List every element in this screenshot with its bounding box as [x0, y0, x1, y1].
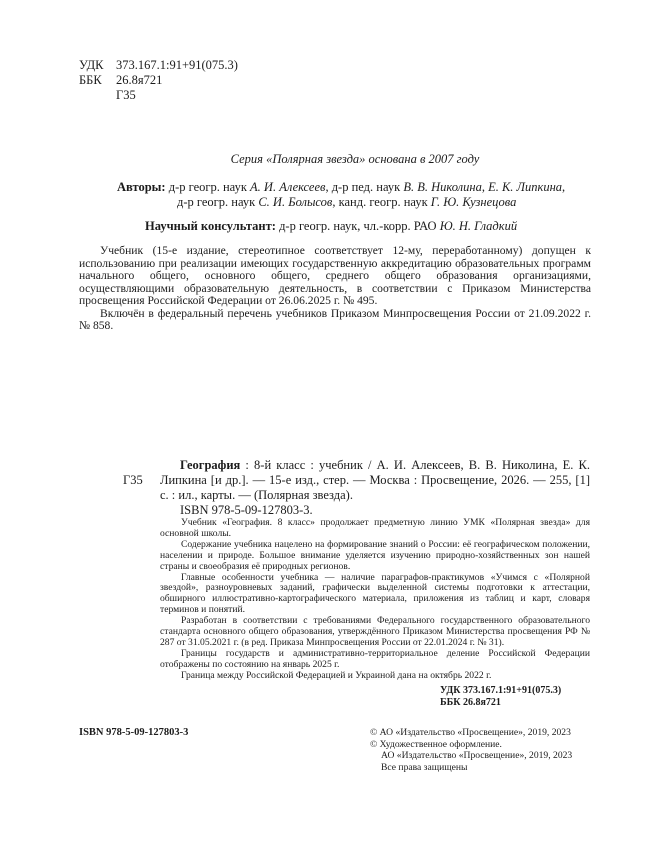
author-degree: д-р геогр. наук	[177, 195, 259, 209]
author-name: С. И. Болысов	[258, 195, 333, 209]
annotation-paragraph: Разработан в соответствии с требованиями Федерального государственного образовательного стандарта основного общего образования, утверждённого Приказом Министерства просвещения РФ № 287 от 31.05.2021 г. (в ред. Приказа Минпросвещения России от 22.01.2024 г. № 31).	[160, 615, 590, 648]
author-name: Е. К. Липкина	[488, 180, 563, 194]
copyright-block	[370, 727, 600, 773]
bibliographic-isbn: ISBN 978-5-09-127803-3.	[180, 503, 313, 517]
separator: ,	[481, 180, 489, 194]
consultant-name: Ю. Н. Гладкий	[439, 219, 518, 233]
series-line: Серия «Полярная звезда» основана в 2007 году	[230, 152, 480, 166]
classification-codes-bottom	[440, 685, 561, 709]
author-name: Г. Ю. Кузнецова	[430, 195, 517, 209]
udk-bottom: УДК 373.167.1:91+91(075.3)	[440, 685, 562, 696]
bbk-label: ББК	[79, 73, 102, 87]
authors-line-2	[117, 195, 597, 210]
annotation-paragraph: Главные особенности учебника — наличие параграфов-практикумов «Учимся с «Полярной звездой», разноуровневых заданий, графически выделенной системы подготовки к аттестации, обширного иллюстративно-картографического материала, приложения из таблиц и карт, словаря терминов и понятий.	[160, 571, 590, 616]
udk-value: 373.167.1:91+91(075.3)	[116, 58, 238, 72]
scientific-consultant	[145, 219, 517, 234]
copyright-line: © Художественное оформление.	[370, 738, 502, 750]
author-mark: Г35	[116, 88, 136, 102]
author-degree: , д-р пед. наук	[325, 180, 404, 194]
bbk-value: 26.8я721	[116, 73, 163, 87]
book-title: География	[180, 458, 241, 472]
consultant-label: Научный консультант:	[145, 219, 276, 233]
copyright-line: © АО «Издательство «Просвещение», 2019, 2023	[370, 727, 571, 738]
udk-row	[79, 58, 238, 73]
isbn-bottom: ISBN 978-5-09-127803-3	[79, 727, 189, 738]
bbk-bottom: ББК 26.8я721	[440, 697, 501, 708]
classification-codes-top	[79, 58, 238, 103]
author-name: В. В. Николина	[403, 180, 482, 194]
approval-paragraph: Учебник (15-е издание, стереотипное соответствует 12-му, переработанному) допущен к использованию при реализации имеющих государственную аккредитацию образовательных программ начального общего, основного общего, среднего общего образования организациями, осуществляющими образовательную деятельность, в соответствии с Приказом Министерства просвещения Российской Федерации от 26.06.2025 г. № 495.	[79, 244, 591, 307]
rights-reserved: Все права защищены	[381, 761, 468, 773]
author-name: А. И. Алексеев	[250, 180, 326, 194]
authors-line-1	[117, 180, 597, 195]
annotation-paragraph: Границы государств и административно-территориальное деление Российской Федерации отображены по состоянию на январь 2025 г.	[160, 647, 590, 670]
bibliographic-description	[160, 458, 590, 503]
udk-label: УДК	[79, 58, 104, 72]
annotation-paragraph: Учебник «География. 8 класс» продолжает предметную линию УМК «Полярная звезда» для основной школы.	[160, 517, 590, 539]
annotation-paragraph: Граница между Российской Федерацией и Украиной дана на октябрь 2022 г.	[181, 669, 492, 681]
separator: ,	[562, 180, 566, 194]
annotation-block	[160, 518, 590, 682]
author-degree: , канд. геогр. наук	[332, 195, 431, 209]
bbk-row	[79, 73, 238, 88]
copyright-line: АО «Издательство «Просвещение», 2019, 2023	[381, 750, 573, 761]
federal-list-paragraph: Включён в федеральный перечень учебников Приказом Минпросвещения России от 21.09.2022 г. № 858.	[79, 306, 591, 332]
authors-label: Авторы:	[117, 180, 166, 194]
bibliographic-details: : 8-й класс : учебник / А. И. Алексеев, В. В. Николина, Е. К. Липкина [и др.]. — 15-е изд., стер. — Москва : Просвещение, 2026. — 255, [1] с. : ил., карты. — (Полярная звезда).	[160, 458, 590, 502]
bibliographic-author-mark: Г35	[123, 473, 143, 487]
approval-block	[79, 245, 591, 333]
annotation-paragraph: Содержание учебника нацелено на формирование знаний о России: её географическом положении, населении и природе. Большое внимание уделяется изучению природно-хозяйственных зон нашей страны и своеобразия её природных регионов.	[160, 538, 590, 572]
consultant-degree: д-р геогр. наук, чл.-корр. РАО	[275, 219, 440, 233]
author-mark-row	[79, 88, 238, 103]
authors-block	[117, 180, 597, 210]
author-degree: д-р геогр. наук	[165, 180, 251, 194]
bibliographic-record	[160, 458, 590, 518]
